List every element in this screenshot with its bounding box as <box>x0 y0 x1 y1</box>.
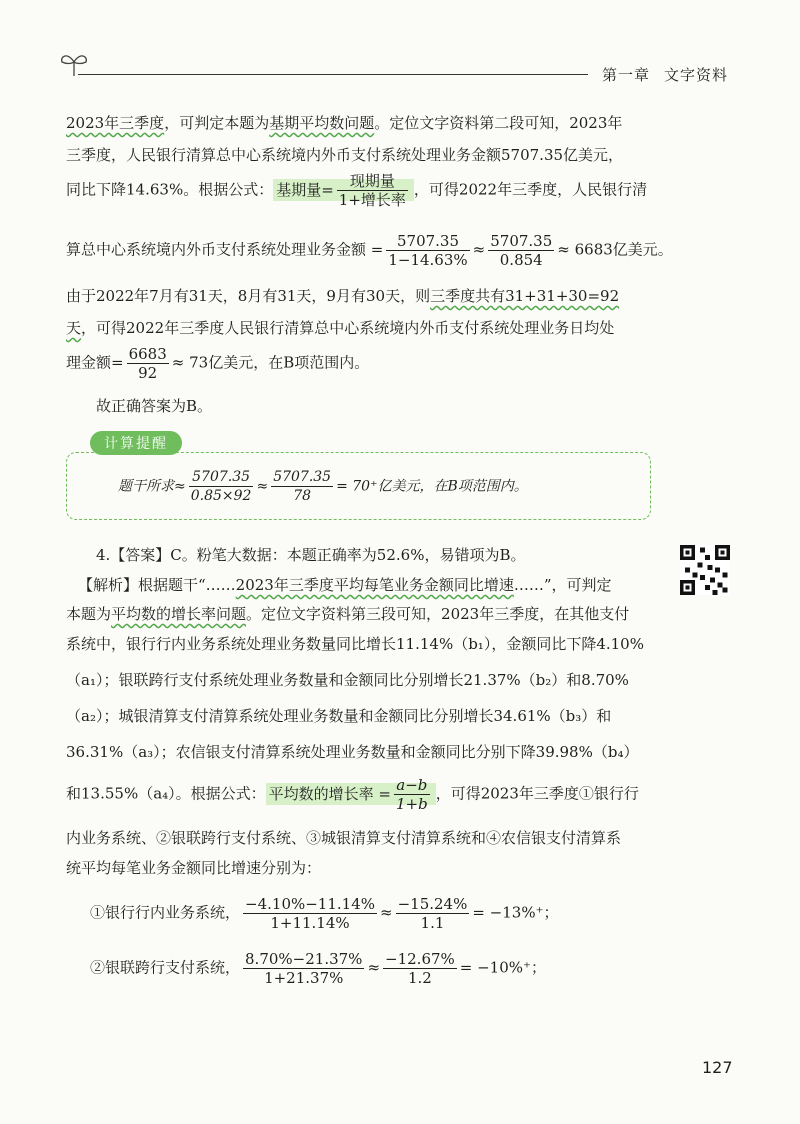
text: ①银行行内业务系统， <box>90 903 241 922</box>
text-line <box>66 345 369 382</box>
denominator: 1+11.14% <box>270 914 350 932</box>
fraction <box>127 345 169 382</box>
text-line <box>66 604 629 624</box>
denominator: 1+b <box>396 795 428 813</box>
text-line <box>96 545 525 565</box>
fraction <box>383 950 457 987</box>
text-line <box>66 776 639 813</box>
text: = −10%⁺； <box>459 958 546 977</box>
text: 故正确答案为B。 <box>96 397 213 415</box>
text: 系统中，银行行内业务系统处理业务数量同比增长11.14%（b₁），金额同比下降4.10% <box>66 635 644 653</box>
fraction <box>488 232 554 269</box>
tip-content <box>118 468 528 505</box>
text: 【解析】根据题干“…… <box>78 576 236 594</box>
text: 。定位文字资料第二段可知，2023年 <box>374 114 623 132</box>
numerator: a−b <box>394 776 430 795</box>
header-rule <box>78 74 588 75</box>
text: 统平均每笔业务金额同比增速分别为： <box>66 859 322 877</box>
text: ≈ <box>367 958 381 977</box>
text-line: 算总中心系统境内外币支付系统处理业务金额 = $\frac{5707.35}{1-14.63\%}$ ≈ $\frac{5707.35}{0.854}$ ≈ 6683亿美元。 <box>66 232 673 269</box>
underlined-phrase: 2023年三季度平均每笔业务金额同比增速 <box>235 576 514 594</box>
text-line <box>90 950 546 987</box>
text: 算总中心系统境内外币支付系统处理业务金额 = <box>66 240 384 259</box>
numerator: 8.70%−21.37% <box>245 950 363 968</box>
text-line <box>66 670 629 690</box>
text: ，可得2022年三季度，人民银行清 <box>413 180 648 199</box>
text: ，可判定本题为 <box>164 114 270 132</box>
text: ≈ 73亿美元，在B项范围内。 <box>171 353 370 372</box>
text-line <box>66 172 647 209</box>
formula-highlight <box>266 776 436 813</box>
numerator: 5707.35 <box>386 232 469 251</box>
text: ……”，可判定 <box>513 576 612 594</box>
underlined-phrase: 基期平均数问题 <box>269 114 375 132</box>
text: 理金额= <box>66 353 124 372</box>
text: ②银联跨行支付系统， <box>90 958 241 977</box>
text-line <box>66 113 622 133</box>
fraction <box>386 232 469 269</box>
fraction <box>394 776 430 813</box>
text: 4.【答案】C。粉笔大数据：本题正确率为52.6%，易错项为B。 <box>96 546 526 564</box>
numerator: 5707.35 <box>273 469 332 485</box>
denominator: 1+增长率 <box>338 191 406 209</box>
denominator: 1.1 <box>420 914 445 932</box>
numerator: 5707.35 <box>189 468 254 487</box>
text-line <box>90 895 559 932</box>
text: 题干所求≈ <box>118 478 186 495</box>
text: ≈ <box>256 478 269 495</box>
tip-label: 计算提醒 <box>90 431 182 455</box>
qr-code-icon[interactable] <box>680 545 730 595</box>
denominator: 1−14.63% <box>388 251 468 269</box>
denominator: 92 <box>138 364 158 382</box>
fraction <box>243 895 377 932</box>
text: 36.31%（a₃）；农信银支付清算系统处理业务数量和金额同比分别下降39.98%（b₄） <box>66 743 639 761</box>
text-line <box>66 318 614 338</box>
text: 和13.55%（a₄）。根据公式： <box>66 784 266 803</box>
underlined-phrase: 天 <box>66 319 82 337</box>
text-line <box>66 742 638 762</box>
text-line <box>78 575 612 595</box>
text: 由于2022年7月有31天，8月有31天，9月有30天，则 <box>66 287 431 305</box>
text-line <box>66 858 321 878</box>
text: （a₁）；银联跨行支付系统处理业务数量和金额同比分别增长21.37%（b₂）和8.70% <box>66 671 629 689</box>
denominator: 0.854 <box>499 251 543 269</box>
text: 三季度，人民银行清算总中心系统境内外币支付系统处理业务金额5707.35亿美元， <box>66 146 624 164</box>
underlined-phrase: 平均数的增长率问题 <box>111 605 247 623</box>
fraction <box>271 468 333 505</box>
text-line <box>66 634 644 654</box>
numerator: −4.10%−11.14% <box>245 895 375 913</box>
fraction <box>243 950 364 987</box>
underlined-phrase: 2023年三季度 <box>66 114 165 132</box>
fraction <box>189 468 254 505</box>
denominator: 78 <box>293 488 312 504</box>
text-line <box>66 286 619 306</box>
text: 本题为 <box>66 605 112 623</box>
text-line <box>66 828 621 848</box>
text: 内业务系统、②银联跨行支付系统、③城银清算支付清算系统和④农信银支付清算系 <box>66 829 622 847</box>
text: 同比下降14.63%。根据公式： <box>66 180 274 199</box>
numerator: 5707.35 <box>490 232 553 250</box>
text: ，可得2022年三季度人民银行清算总中心系统境内外币支付系统处理业务日均处 <box>81 319 615 337</box>
chapter-title: 文字资料 <box>663 66 728 84</box>
numerator: 现期量 <box>337 172 408 191</box>
text: ≈ <box>380 903 393 922</box>
denominator: 0.85×92 <box>190 488 252 504</box>
fraction <box>337 172 408 209</box>
denominator: 1+21.37% <box>264 969 344 987</box>
numerator: 6683 <box>128 345 167 363</box>
page-number: 127 <box>702 1058 733 1077</box>
chapter-label: 第一章 <box>601 66 650 84</box>
fraction <box>396 895 470 932</box>
text: ≈ 6683亿美元。 <box>557 240 673 259</box>
text: 。定位文字资料第三段可知，2023年三季度，在其他支付 <box>246 605 630 623</box>
text: = 70⁺亿美元，在B项范围内。 <box>336 478 528 495</box>
text-line <box>66 706 611 726</box>
formula-highlight <box>273 172 414 209</box>
formula-lhs: 平均数的增长率 = <box>268 784 391 803</box>
text: = −13%⁺； <box>472 903 559 922</box>
text: ，可得2023年三季度①银行行 <box>435 784 639 803</box>
numerator: −12.67% <box>385 950 455 968</box>
running-header <box>588 64 728 85</box>
underlined-phrase: 三季度共有31+31+30=92 <box>430 287 620 305</box>
numerator: −15.24% <box>397 895 468 913</box>
answer-line <box>96 396 212 416</box>
formula-lhs: 基期量= <box>276 180 334 199</box>
text: （a₂）；城银清算支付清算系统处理业务数量和金额同比分别增长34.61%（b₃）和 <box>66 707 612 725</box>
text-line <box>66 145 623 165</box>
denominator: 1.2 <box>407 969 432 987</box>
